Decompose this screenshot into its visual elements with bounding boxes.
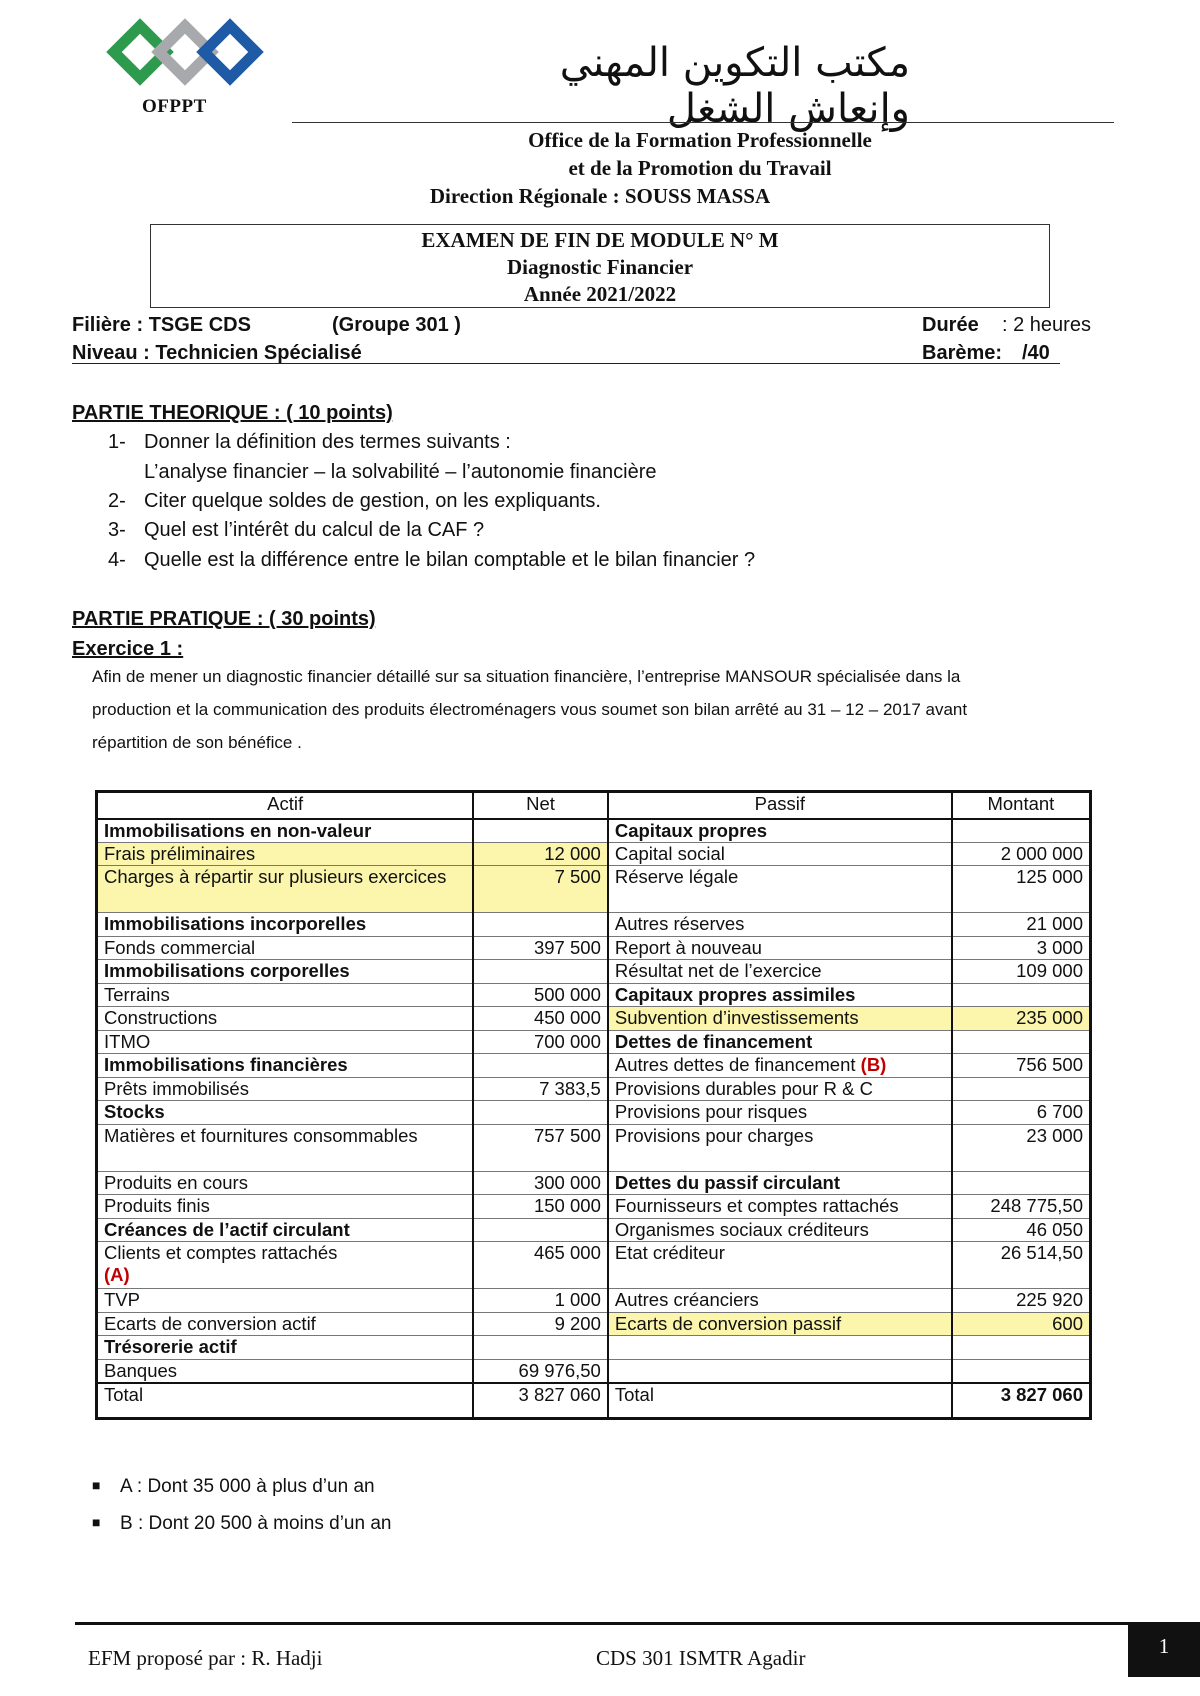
header-actif: Actif [97,792,474,819]
question-text: Citer quelque soldes de gestion, on les expliquants. [144,490,601,512]
actif-cell: TVP [97,1289,474,1313]
table-row [97,1312,1091,1336]
actif-cell: ITMO [97,1030,474,1054]
table-row [97,1171,1091,1195]
passif-label: Autres dettes de financement [614,1054,856,1075]
passif-cell: Capitaux propres [608,819,952,843]
header-montant: Montant [952,792,1091,819]
theory-section-title: PARTIE THEORIQUE : ( 10 points) [72,402,393,424]
table-row [97,819,1091,843]
bullet-icon: ■ [92,1514,101,1530]
net-cell: 757 500 [473,1124,608,1171]
passif-cell: Organismes sociaux créditeurs [608,1218,952,1242]
net-cell: 150 000 [473,1195,608,1219]
table-row [97,983,1091,1007]
passif-cell: Dettes du passif circulant [608,1171,952,1195]
net-cell [473,1101,608,1125]
question-number: 4- [108,549,126,571]
table-row [97,1030,1091,1054]
net-cell [473,1054,608,1078]
passif-total-value: 3 827 060 [952,1383,1091,1419]
actif-cell: Immobilisations incorporelles [97,913,474,937]
actif-cell: Ecarts de conversion actif [97,1312,474,1336]
question-text: L’analyse financier – la solvabilité – l’autonomie financière [144,461,657,483]
duree-value: : 2 heures [1002,314,1091,336]
question-2 [108,490,601,513]
net-cell [473,960,608,984]
actif-cell: Trésorerie actif [97,1336,474,1360]
groupe: (Groupe 301 ) [332,314,461,336]
net-cell: 9 200 [473,1312,608,1336]
footer-class: CDS 301 ISMTR Agadir [596,1646,806,1670]
net-cell: 300 000 [473,1171,608,1195]
table-row [97,1359,1091,1383]
question-4 [108,549,755,572]
ofppt-logo [100,12,270,92]
bareme-value: /40 [1022,342,1050,364]
table-row [97,1077,1091,1101]
arabic-title: مكتب التكوين المهني وإنعاش الشغل [559,40,910,132]
passif-cell: Etat créditeur [608,1242,952,1289]
bareme-label: Barème: [922,342,1003,364]
montant-cell [952,819,1091,843]
table-row [97,1124,1091,1171]
footer-divider [75,1622,1135,1625]
actif-cell: Immobilisations corporelles [97,960,474,984]
montant-cell: 235 000 [952,1007,1091,1031]
actif-total-value: 3 827 060 [473,1383,608,1419]
table-row [97,913,1091,937]
header-net: Net [473,792,608,819]
table-header-row [97,792,1091,819]
montant-cell: 46 050 [952,1218,1091,1242]
passif-total-label: Total [608,1383,952,1419]
question-1 [108,431,511,454]
passif-cell: Autres créanciers [608,1289,952,1313]
actif-cell: Matières et fournitures consommables [97,1124,474,1171]
passif-cell: Capital social [608,842,952,866]
net-cell [473,913,608,937]
montant-cell: 6 700 [952,1101,1091,1125]
net-cell [473,1336,608,1360]
note-b-text: B : Dont 20 500 à moins d’un an [120,1513,392,1534]
table-row [97,960,1091,984]
passif-cell: Subvention d’investissements [608,1007,952,1031]
page-number: 1 [1128,1622,1200,1677]
actif-cell: Banques [97,1359,474,1383]
net-cell [473,1218,608,1242]
actif-cell: Charges à répartir sur plusieurs exercices [97,866,474,913]
logo-text: OFPPT [142,96,207,117]
net-cell: 69 976,50 [473,1359,608,1383]
montant-cell: 26 514,50 [952,1242,1091,1289]
exam-subject: Diagnostic Financier [506,255,694,279]
niveau [72,342,362,365]
passif-cell: Provisions durables pour R & C [608,1077,952,1101]
passif-cell: Provisions pour charges [608,1124,952,1171]
note-b-marker: (B) [860,1054,887,1075]
passif-cell: Capitaux propres assimiles [608,983,952,1007]
table-row [97,842,1091,866]
exam-module-title: EXAMEN DE FIN DE MODULE N° M [421,228,779,252]
actif-cell: Stocks [97,1101,474,1125]
table-row [97,1054,1091,1078]
passif-cell: Autres réserves [608,913,952,937]
table-row [97,1007,1091,1031]
table-row [97,1101,1091,1125]
montant-cell: 2 000 000 [952,842,1091,866]
montant-cell [952,1336,1091,1360]
info-underline [72,363,1060,364]
table-total-row [97,1383,1091,1419]
exercise-intro-line3: répartition de son bénéfice . [92,733,302,752]
net-cell: 7 500 [473,866,608,913]
exercise-intro-line2: production et la communication des produits électroménagers vous soumet son bilan arrêté au 31 – 12 – 2017 avant [92,700,968,719]
montant-cell: 3 000 [952,936,1091,960]
actif-cell: Produits en cours [97,1171,474,1195]
exercise-intro-line1: Afin de mener un diagnostic financier détaillé sur sa situation financière, l’entreprise MANSOUR spécialisée dans la [92,667,961,686]
actif-cell: Créances de l’actif circulant [97,1218,474,1242]
passif-cell: Réserve légale [608,866,952,913]
exercise-title: Exercice 1 : [72,638,184,660]
note-a-marker: (A) [104,1264,130,1285]
passif-cell: Fournisseurs et comptes rattachés [608,1195,952,1219]
net-cell: 500 000 [473,983,608,1007]
passif-cell: Ecarts de conversion passif [608,1312,952,1336]
passif-cell: Provisions pour risques [608,1101,952,1125]
header-passif: Passif [608,792,952,819]
table-row [97,1242,1091,1289]
regional-direction: Direction Régionale : SOUSS MASSA [429,184,771,208]
table-row [97,866,1091,913]
question-text: Quelle est la différence entre le bilan comptable et le bilan financier ? [144,549,756,571]
montant-cell: 21 000 [952,913,1091,937]
passif-cell: Report à nouveau [608,936,952,960]
note-a [92,1476,375,1498]
net-cell: 465 000 [473,1242,608,1289]
actif-cell: Terrains [97,983,474,1007]
bullet-icon: ■ [92,1477,101,1493]
actif-label: Clients et comptes rattachés [104,1242,338,1263]
montant-cell [952,1359,1091,1383]
actif-total-label: Total [97,1383,474,1419]
montant-cell [952,1077,1091,1101]
duree-label: Durée [922,314,979,336]
question-number: 1- [108,431,126,453]
exam-year: Année 2021/2022 [523,282,677,306]
montant-cell: 248 775,50 [952,1195,1091,1219]
actif-cell: Constructions [97,1007,474,1031]
net-cell: 450 000 [473,1007,608,1031]
table-row [97,1336,1091,1360]
passif-cell [608,1359,952,1383]
table-row [97,1218,1091,1242]
net-cell: 7 383,5 [473,1077,608,1101]
passif-cell [608,1336,952,1360]
table-row [97,1195,1091,1219]
org-name-line2: et de la Promotion du Travail [568,156,832,180]
practice-section-title: PARTIE PRATIQUE : ( 30 points) [72,608,376,630]
question-text: Donner la définition des termes suivants : [144,431,511,453]
table-row [97,1289,1091,1313]
question-number: 2- [108,490,126,512]
question-number: 3- [108,519,126,541]
question-3 [108,519,484,542]
actif-cell: Produits finis [97,1195,474,1219]
actif-cell [97,1242,474,1289]
question-1-terms [108,461,657,484]
filiere: Filière : TSGE CDS [72,314,251,336]
montant-cell: 109 000 [952,960,1091,984]
note-b [92,1513,391,1535]
montant-cell: 23 000 [952,1124,1091,1171]
montant-cell [952,1171,1091,1195]
table-row [97,936,1091,960]
net-cell: 12 000 [473,842,608,866]
montant-cell [952,1030,1091,1054]
passif-cell: Dettes de financement [608,1030,952,1054]
montant-cell: 225 920 [952,1289,1091,1313]
actif-cell: Frais préliminaires [97,842,474,866]
montant-cell [952,983,1091,1007]
montant-cell: 756 500 [952,1054,1091,1078]
net-cell [473,819,608,843]
montant-cell: 600 [952,1312,1091,1336]
niveau-text: Niveau : Technicien Spécialisé [72,342,362,364]
actif-cell: Prêts immobilisés [97,1077,474,1101]
actif-cell: Immobilisations en non-valeur [97,819,474,843]
exam-title-box [150,224,1050,308]
net-cell: 1 000 [473,1289,608,1313]
net-cell: 700 000 [473,1030,608,1054]
passif-cell: Résultat net de l’exercice [608,960,952,984]
actif-cell: Immobilisations financières [97,1054,474,1078]
question-text: Quel est l’intérêt du calcul de la CAF ? [144,519,485,541]
header-divider [292,122,1114,123]
montant-cell: 125 000 [952,866,1091,913]
footer-author: EFM proposé par : R. Hadji [88,1646,323,1670]
actif-cell: Fonds commercial [97,936,474,960]
note-a-text: A : Dont 35 000 à plus d’un an [120,1476,375,1497]
org-name-line1: Office de la Formation Professionnelle [528,128,872,152]
net-cell: 397 500 [473,936,608,960]
passif-cell [608,1054,952,1078]
balance-sheet-table [95,790,1092,1420]
